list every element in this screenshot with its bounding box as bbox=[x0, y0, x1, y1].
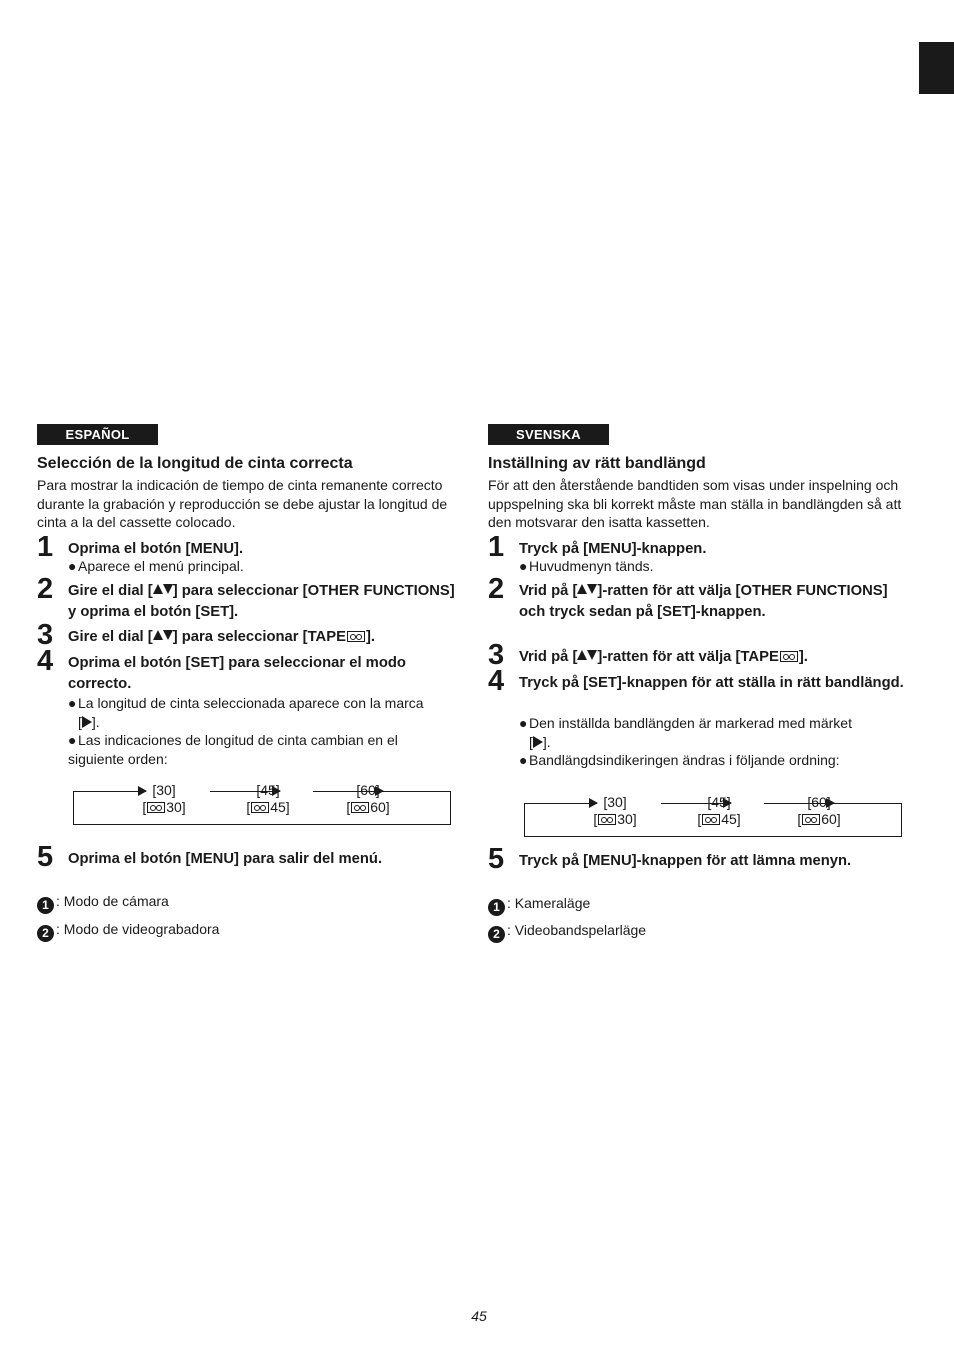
sequence-item-45: [45] [ 45] bbox=[246, 782, 290, 815]
step-number: 3 bbox=[37, 619, 54, 651]
step-text: Vrid på [ ]-ratten för att välja [TAPE ]. bbox=[519, 649, 808, 665]
step-4-note-a: ● Den inställda bandlängden är markerad med märket [ ]. bbox=[519, 715, 852, 750]
up-arrow-icon bbox=[577, 584, 587, 594]
language-badge: SVENSKA bbox=[488, 424, 609, 445]
legend-item-1: 1 : Modo de cámara bbox=[37, 892, 169, 914]
step-1-note: ● Huvudmenyn tänds. bbox=[519, 558, 654, 574]
step-1-note: ● Aparece el menú principal. bbox=[68, 558, 244, 574]
up-arrow-icon bbox=[577, 650, 587, 660]
legend-item-2: 2 : Videobandspelarläge bbox=[488, 921, 646, 943]
step-text: Oprima el botón [SET] para seleccionar el modo correcto. bbox=[68, 655, 406, 692]
tape-icon bbox=[780, 651, 798, 662]
sequence-item-60: [60] [ 60] bbox=[797, 794, 841, 827]
down-arrow-icon bbox=[587, 584, 597, 594]
play-marker-icon bbox=[533, 736, 543, 748]
down-arrow-icon bbox=[587, 650, 597, 660]
sequence-item-45: [45] [ 45] bbox=[697, 794, 741, 827]
down-arrow-icon bbox=[163, 630, 173, 640]
step-text: Vrid på [ ]-ratten för att välja [OTHER FUNCTIONS] och tryck sedan på [SET]-knappen. bbox=[519, 583, 888, 620]
tape-icon bbox=[598, 814, 616, 825]
step-text: Gire el dial [ ] para seleccionar [TAPE ]. bbox=[68, 629, 375, 645]
tape-length-sequence bbox=[73, 782, 451, 825]
down-arrow-icon bbox=[163, 584, 173, 594]
step-4-note-a: ● La longitud de cinta seleccionada aparece con la marca [ ]. bbox=[68, 695, 424, 730]
step-number: 2 bbox=[37, 573, 54, 605]
step-number: 5 bbox=[488, 843, 505, 875]
tape-icon bbox=[347, 631, 365, 642]
step-number: 4 bbox=[488, 665, 505, 697]
step-4-note-b: ● Bandlängdsindikeringen ändras i följande ordning: bbox=[519, 752, 840, 768]
step-number: 1 bbox=[488, 531, 505, 563]
step-text: Oprima el botón [MENU]. bbox=[68, 541, 244, 557]
sequence-item-30: [30] [ 30] bbox=[142, 782, 186, 815]
up-arrow-icon bbox=[153, 630, 163, 640]
page-number: 45 bbox=[471, 1308, 487, 1324]
play-marker-icon bbox=[82, 716, 92, 728]
step-number: 2 bbox=[488, 573, 505, 605]
tape-icon bbox=[351, 802, 369, 813]
tape-length-sequence bbox=[524, 794, 902, 837]
tape-icon bbox=[702, 814, 720, 825]
step-text: Tryck på [SET]-knappen för att ställa in rätt bandlängd. bbox=[519, 675, 904, 691]
up-arrow-icon bbox=[153, 584, 163, 594]
intro-paragraph: Para mostrar la indicación de tiempo de cinta remanente correcto durante la grabación y reproducción se debe ajustar la longitud de cinta a la del cassette colocado. bbox=[37, 477, 448, 531]
intro-paragraph: För att den återstående bandtiden som visas under inspelning och uppspelning ska bli korrekt måste man ställa in bandlängden så att den motsvarar den isatta kassetten. bbox=[488, 477, 902, 531]
tape-icon bbox=[251, 802, 269, 813]
step-number: 1 bbox=[37, 531, 54, 563]
sequence-item-30: [30] [ 30] bbox=[593, 794, 637, 827]
section-title: Inställning av rätt bandlängd bbox=[488, 455, 706, 472]
step-text: Tryck på [MENU]-knappen för att lämna menyn. bbox=[519, 853, 852, 869]
sequence-item-60: [60] [ 60] bbox=[346, 782, 390, 815]
page-tab-marker bbox=[919, 42, 954, 94]
legend-item-1: 1 : Kameraläge bbox=[488, 894, 590, 916]
step-4-note-b: ● Las indicaciones de longitud de cinta cambian en el siguiente orden: bbox=[68, 732, 398, 767]
step-text: Gire el dial [ ] para seleccionar [OTHER FUNCTIONS] y oprima el botón [SET]. bbox=[68, 583, 455, 620]
step-number: 3 bbox=[488, 639, 505, 671]
section-title: Selección de la longitud de cinta correcta bbox=[37, 455, 353, 472]
column-svenska bbox=[488, 424, 908, 941]
language-badge: ESPAÑOL bbox=[37, 424, 158, 445]
step-text: Tryck på [MENU]-knappen. bbox=[519, 541, 707, 557]
column-espanol bbox=[37, 424, 457, 940]
step-number: 5 bbox=[37, 841, 54, 873]
tape-icon bbox=[802, 814, 820, 825]
tape-icon bbox=[147, 802, 165, 813]
step-number: 4 bbox=[37, 645, 54, 677]
step-text: Oprima el botón [MENU] para salir del menú. bbox=[68, 851, 383, 867]
legend-item-2: 2 : Modo de videograbadora bbox=[37, 920, 219, 942]
